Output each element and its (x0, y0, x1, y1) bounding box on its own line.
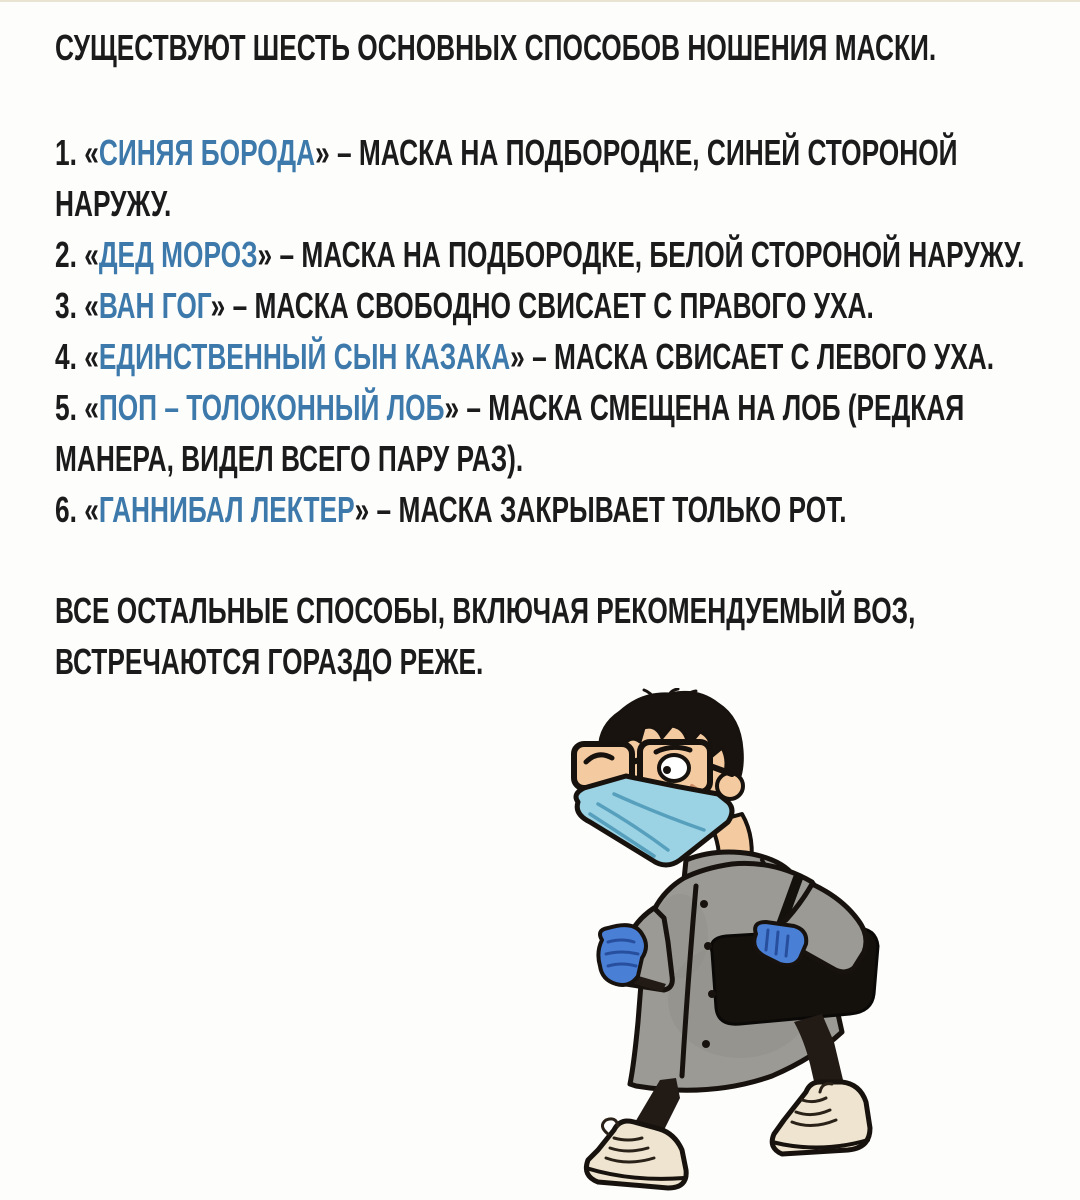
list-item (55, 484, 1033, 535)
mask-way-name: ГАННИБАЛ ЛЕКТЕР (98, 489, 355, 530)
footer-text: ВСЕ ОСТАЛЬНЫЕ СПОСОБЫ, ВКЛЮЧАЯ РЕКОМЕНДУЕМЫЙ ВОЗ, ВСТРЕЧАЮТСЯ ГОРАЗДО РЕЖЕ. (55, 590, 916, 682)
list-item (55, 382, 1033, 484)
item-number: 3. « (55, 285, 99, 326)
list-item (55, 331, 1033, 382)
mask-way-name: ДЕД МОРОЗ (98, 234, 258, 275)
item-number: 2. « (55, 234, 99, 275)
item-description: » – МАСКА СВОБОДНО СВИСАЕТ С ПРАВОГО УХА. (210, 285, 874, 326)
item-description: » – МАСКА ЗАКРЫВАЕТ ТОЛЬКО РОТ. (354, 489, 847, 530)
mask-way-name: ЕДИНСТВЕННЫЙ СЫН КАЗАКА (98, 336, 511, 377)
item-description: » – МАСКА СМЕЩЕНА НА ЛОБ (РЕДКАЯ МАНЕРА, ВИДЕЛ ВСЕГО ПАРУ РАЗ). (55, 387, 965, 479)
item-description: » – МАСКА СВИСАЕТ С ЛЕВОГО УХА. (510, 336, 995, 377)
item-number: 4. « (55, 336, 99, 377)
page-title: СУЩЕСТВУЮТ ШЕСТЬ ОСНОВНЫХ СПОСОБОВ НОШЕНИЯ МАСКИ. (55, 27, 937, 68)
list-item (55, 280, 1033, 331)
mask-way-name: ПОП – ТОЛОКОННЫЙ ЛОБ (98, 387, 445, 428)
item-description: » – МАСКА НА ПОДБОРОДКЕ, БЕЛОЙ СТОРОНОЙ НАРУЖУ. (257, 234, 1025, 275)
person-illustration (570, 688, 932, 1200)
sneaker-left (586, 1119, 686, 1188)
text-column (55, 0, 1033, 687)
mask-way-name: ВАН ГОГ (98, 285, 211, 326)
list-item (55, 127, 1033, 229)
list-item (55, 229, 1033, 280)
mask-way-name: СИНЯЯ БОРОДА (98, 132, 316, 173)
item-number: 6. « (55, 489, 99, 530)
section-divider (0, 0, 1080, 2)
mask-ways-list (55, 127, 1033, 535)
left-glove (598, 925, 646, 985)
item-number: 5. « (55, 387, 99, 428)
sneaker-right (772, 1082, 870, 1154)
item-number: 1. « (55, 132, 99, 173)
item-description: » – МАСКА НА ПОДБОРОДКЕ, СИНЕЙ СТОРОНОЙ НАРУЖУ. (55, 132, 958, 224)
